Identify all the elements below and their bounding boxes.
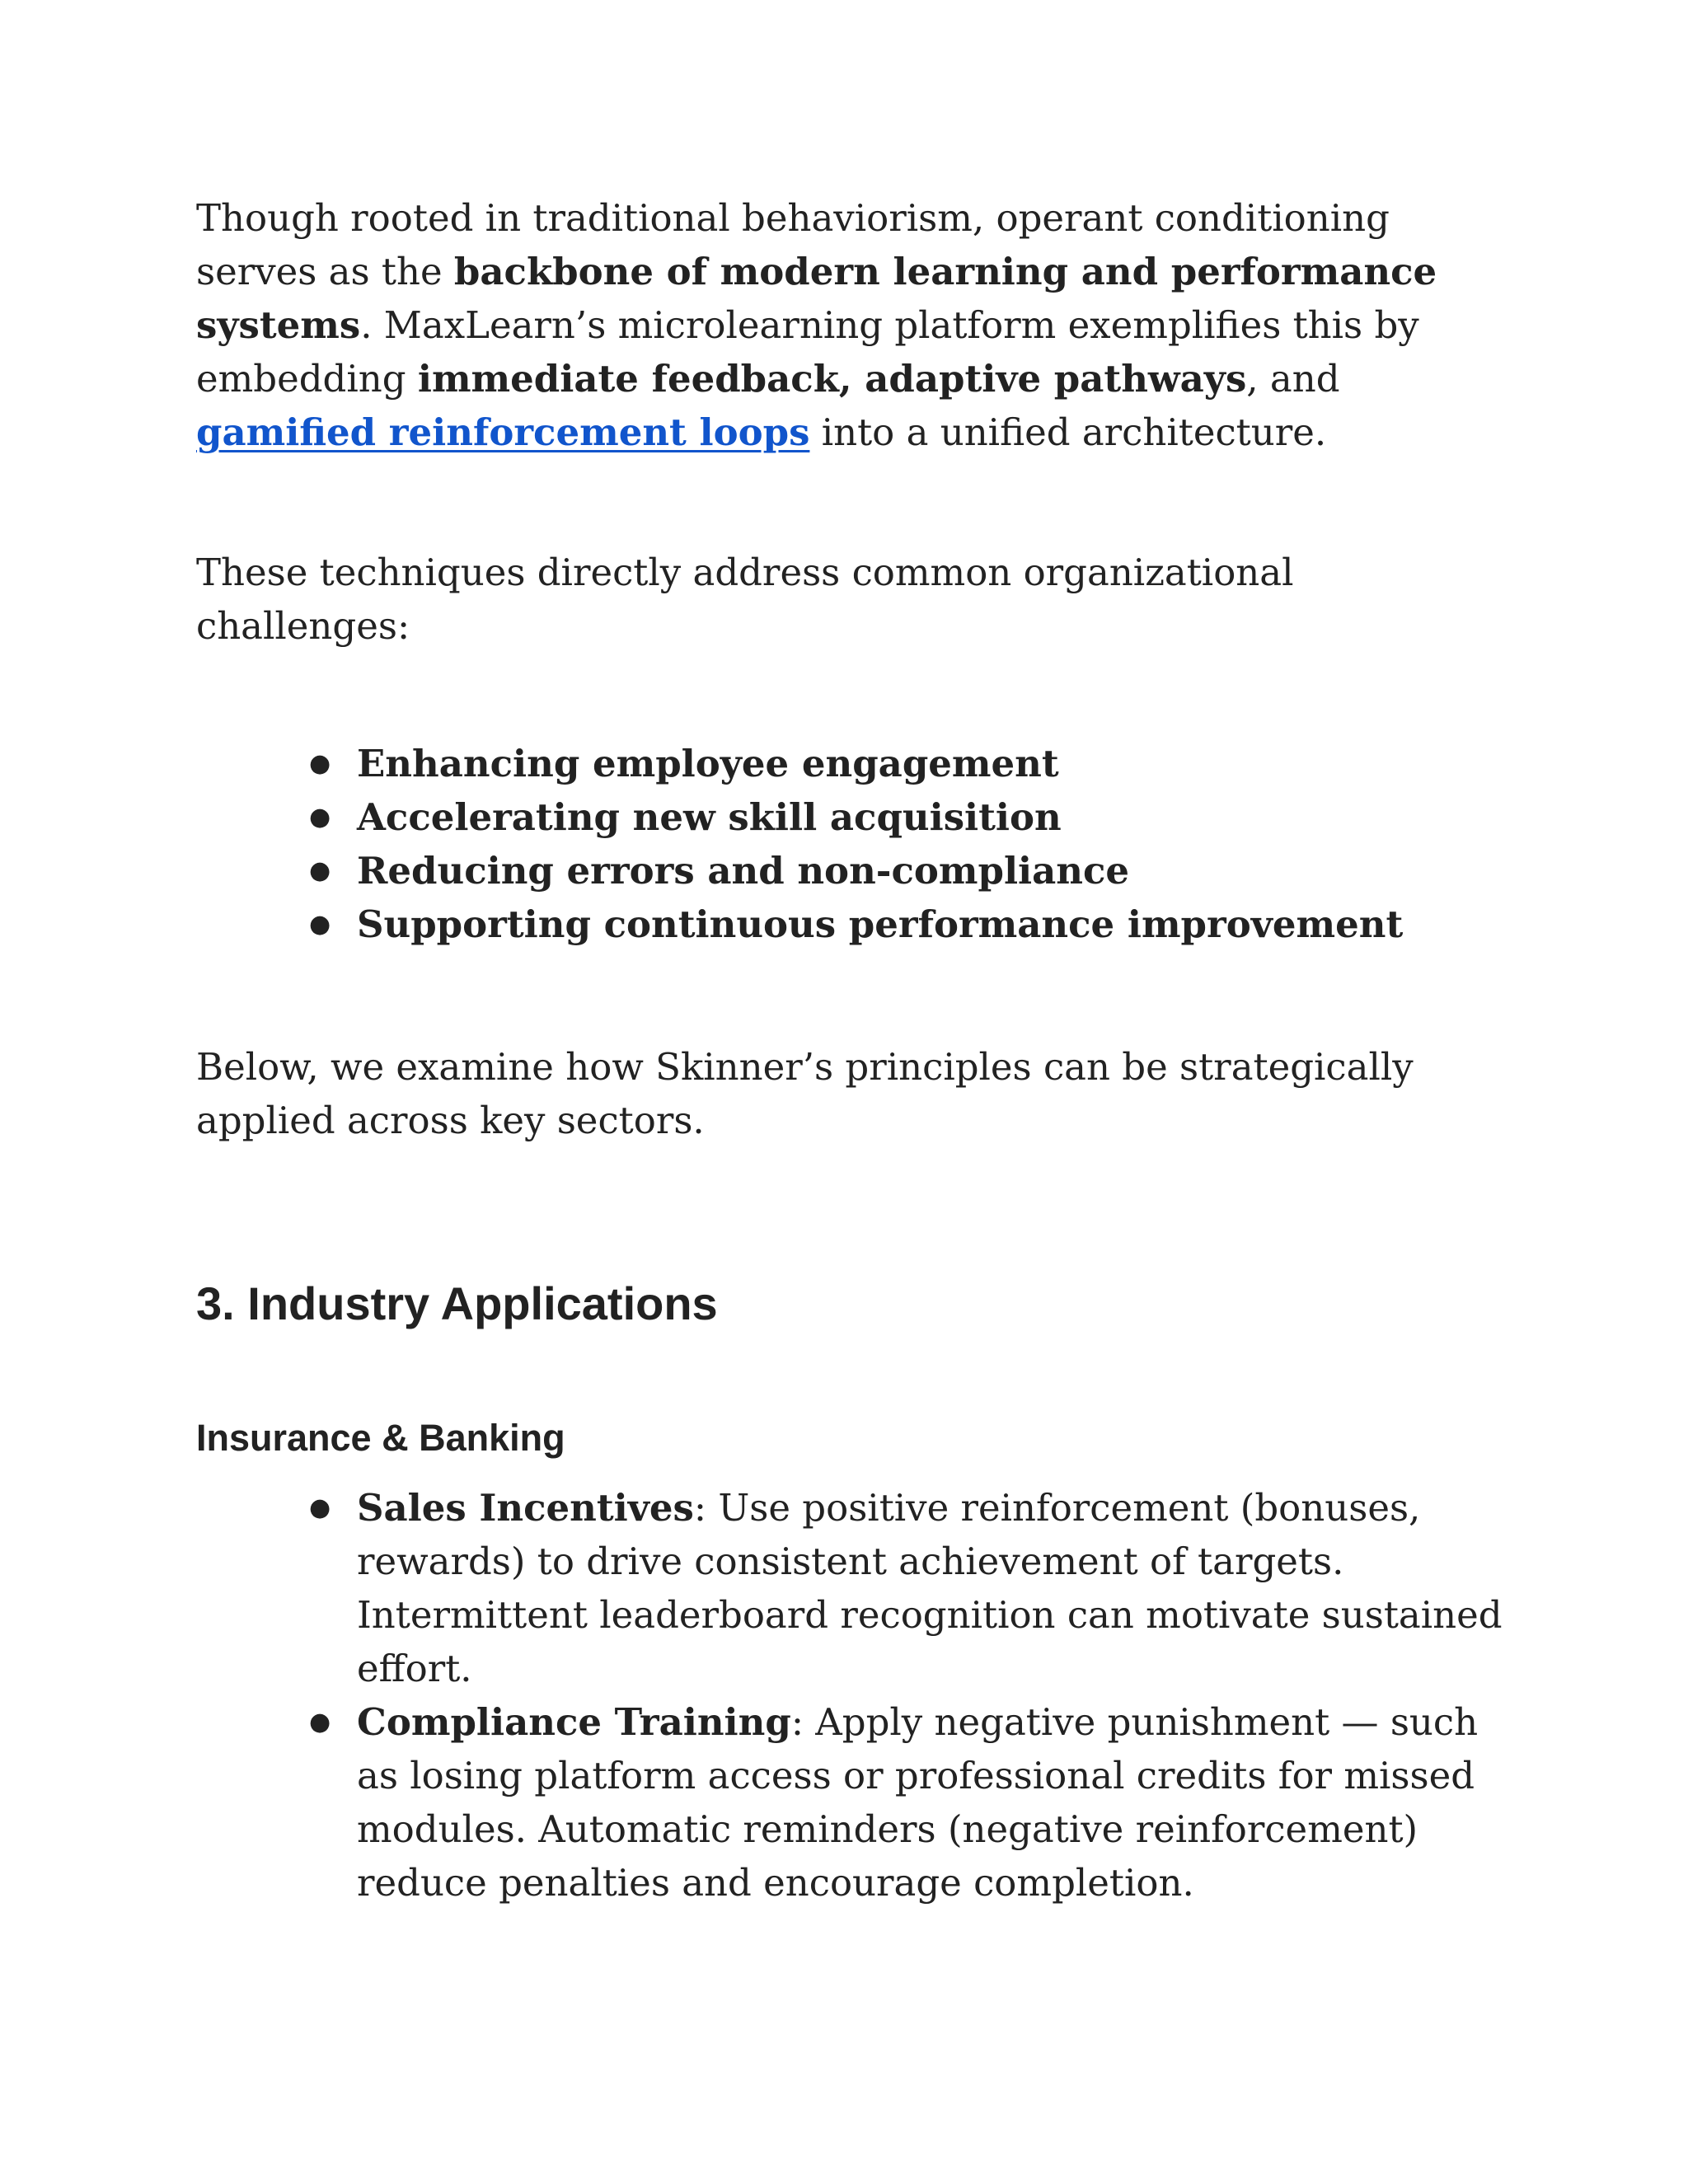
- application-item-compliance: [357, 1695, 1515, 1910]
- application-item-sales: [357, 1481, 1515, 1695]
- application-term: Sales Incentives: [357, 1486, 694, 1530]
- document-page: [196, 191, 1515, 1910]
- transition-paragraph: Below, we examine how Skinner’s principles can be strategically applied across key sectors.: [196, 1045, 1414, 1142]
- applications-list: [196, 1481, 1515, 1910]
- challenges-list: [196, 737, 1515, 951]
- intro-text-1: Though rooted in traditional behaviorism, operant conditioning serves as the: [196, 196, 1390, 293]
- gamified-reinforcement-link[interactable]: gamified reinforcement loops: [196, 410, 810, 454]
- application-text: : Use positive reinforcement (bonuses, rewards) to drive consistent achievement of targets. Intermittent leaderboard recognition can motivate sustained effort.: [357, 1486, 1503, 1690]
- intro-bold-backbone: backbone of modern learning and performance systems: [196, 250, 1437, 347]
- intro-paragraph: [196, 191, 1515, 459]
- challenges-intro: These techniques directly address common organizational challenges:: [196, 551, 1294, 648]
- intro-text-2: . MaxLearn’s microlearning platform exemplifies this by embedding: [196, 303, 1419, 401]
- challenge-item: ● Supporting continuous performance improvement: [357, 898, 1515, 951]
- intro-text-3: , and: [1246, 357, 1340, 401]
- subsection-heading: Insurance & Banking: [196, 1417, 565, 1459]
- intro-text-4: into a unified architecture.: [809, 410, 1327, 454]
- challenge-item: ● Accelerating new skill acquisition: [357, 790, 1515, 844]
- intro-bold-feedback: immediate feedback, adaptive pathways: [417, 357, 1247, 401]
- section-heading: 3. Industry Applications: [196, 1277, 718, 1329]
- application-term: Compliance Training: [357, 1700, 791, 1744]
- challenge-item: ● Reducing errors and non-compliance: [357, 844, 1515, 898]
- challenge-item: ● Enhancing employee engagement: [357, 737, 1515, 790]
- application-text: : Apply negative punishment — such as losing platform access or professional credits for missed modules. Automatic reminders (negative reinforcement) reduce penalties and encourage completion.: [357, 1700, 1479, 1905]
